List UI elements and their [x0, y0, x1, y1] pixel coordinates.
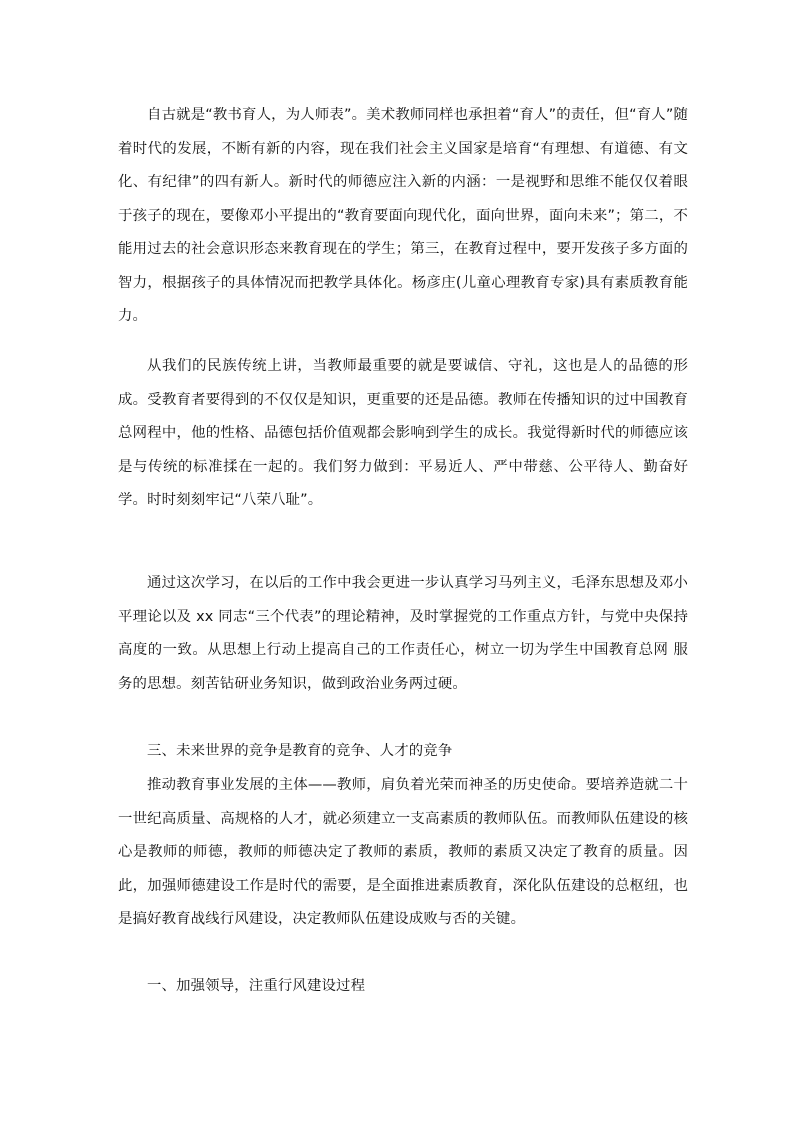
paragraph-3 [118, 567, 688, 701]
paragraph-text: 推动教育事业发展的主体——教师，肩负着光荣而神圣的历史使命。要培养造就二十一世纪高质量、高规格的人才，就必须建立一支高素质的教师队伍。而教师队伍建设的核心是教师的师德，教师的师德决定了教师的素质，教师的素质又决定了教育的质量。因此，加强师德建设工作是时代的需要，是全面推进素质教育，深化队伍建设的总枢纽，也是搞好教育战线行风建设，决定教师队伍建设成败与否的关键。 [118, 777, 688, 927]
paragraph-4 [118, 769, 688, 937]
paragraph-1 [118, 99, 688, 334]
section-heading-1 [118, 970, 688, 1004]
heading-text: 三、未来世界的竞争是教育的竞争、人才的竞争 [147, 743, 453, 759]
paragraph-2 [118, 350, 688, 518]
paragraph-text: 自古就是“教书育人，为人师表”。美术教师同样也承担着“育人”的责任，但“育人”随着时代的发展，不断有新的内容，现在我们社会主义国家是培育“有理想、有道德、有文化、有纪律”的四有新人。新时代的师德应注入新的内涵：一是视野和思维不能仅仅着眼于孩子的现在，要像邓小平提出的“教育要面向现代化，面向世界，面向未来”；第二，不能用过去的社会意识形态来教育现在的学生；第三，在教育过程中，要开发孩子多方面的智力，根据孩子的具体情况而把教学具体化。杨彦庄(儿童心理教育专家)具有素质教育能力。 [118, 107, 688, 324]
section-heading-3 [118, 735, 688, 769]
paragraph-text: 从我们的民族传统上讲，当教师最重要的就是要诚信、守礼，这也是人的品德的形成。受教育者要得到的不仅仅是知识，更重要的还是品德。教师在传播知识的过中国教育总网程中，他的性格、品德包括价值观都会影响到学生的成长。我觉得新时代的师德应该是与传统的标准揉在一起的。我们努力做到：平易近人、严中带慈、公平待人、勤奋好学。时时刻刻牢记“八荣八耻”。 [118, 358, 688, 508]
heading-text: 一、加强领导，注重行风建设过程 [147, 978, 366, 994]
paragraph-text: 通过这次学习，在以后的工作中我会更进一步认真学习马列主义，毛泽东思想及邓小平理论以及 xx 同志“三个代表”的理论精神，及时掌握党的工作重点方针，与党中央保持高度的一致。从思想上行动上提高自己的工作责任心，树立一切为学生中国教育总网 服务的思想。刻苦钻研业务知识，做到政治业务两过硬。 [118, 575, 688, 692]
